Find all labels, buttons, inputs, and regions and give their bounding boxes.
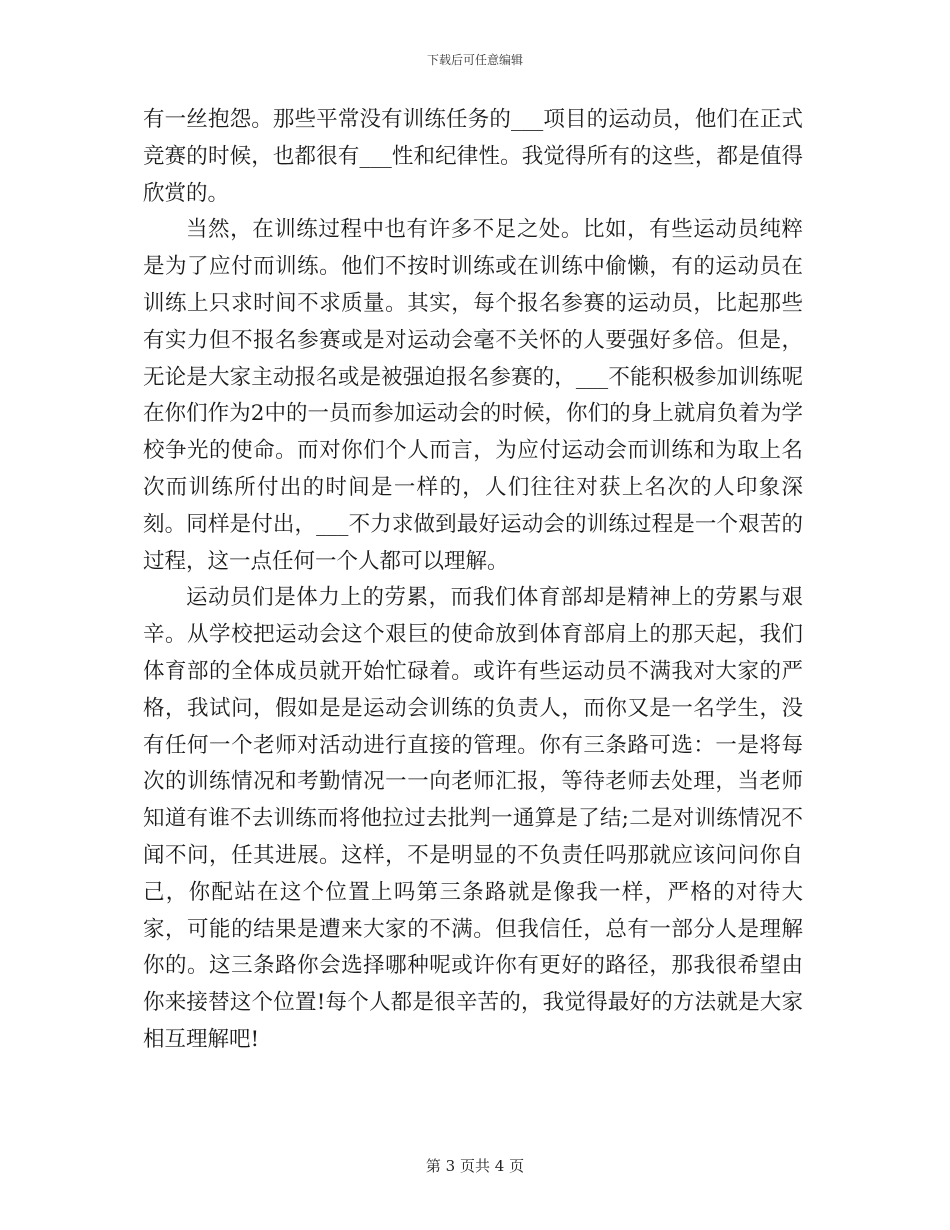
paragraph-2: 当然，在训练过程中也有许多不足之处。比如，有些运动员纯粹是为了应付而训练。他们不按时训练或在训练中偷懒，有的运动员在训练上只求时间不求质量。其实，每个报名参赛的运动员，比起那些有实力但不报名参赛或是对运动会毫不关怀的人要强好多倍。但是，无论是大家主动报名或是被强迫报名参赛的，___不能积极参加训练呢在你们作为2中的一员而参加运动会的时候，你们的身上就肩负着为学校争光的使命。而对你们个人而言，为应付运动会而训练和为取上名次而训练所付出的时间是一样的，人们往往对获上名次的人印象深刻。同样是付出，___不力求做到最好运动会的训练过程是一个艰苦的过程，这一点任何一个人都可以理解。	[143, 217, 803, 574]
page-header: 下载后可任意编辑	[426, 53, 523, 67]
page-footer: 第 3 页共 4 页	[425, 1157, 525, 1175]
paragraph-3: 运动员们是体力上的劳累，而我们体育部却是精神上的劳累与艰辛。从学校把运动会这个艰巨的使命放到体育部肩上的那天起，我们体育部的全体成员就开始忙碌着。或许有些运动员不满我对大家的严格，我试问，假如是是运动会训练的负责人，而你又是一名学生，没有任何一个老师对活动进行直接的管理。你有三条路可选：一是将每次的训练情况和考勤情况一一向老师汇报，等待老师去处理，当老师知道有谁不去训练而将他拉过去批判一通算是了结;二是对训练情况不闻不问，任其进展。这样，不是明显的不负责任吗那就应该问问你自己，你配站在这个位置上吗第三条路就是像我一样，严格的对待大家，可能的结果是遭来大家的不满。但我信任，总有一部分人是理解你的。这三条路你会选择哪种呢或许你有更好的路径，那我很希望由你来接替这个位置!每个人都是很辛苦的，我觉得最好的方法就是大家相互理解吧!	[143, 585, 803, 1052]
paragraph-1: 有一丝抱怨。那些平常没有训练任务的___项目的运动员，他们在正式竞赛的时候，也都很有___性和纪律性。我觉得所有的这些，都是值得欣赏的。	[143, 107, 803, 206]
document-body	[143, 102, 803, 1059]
